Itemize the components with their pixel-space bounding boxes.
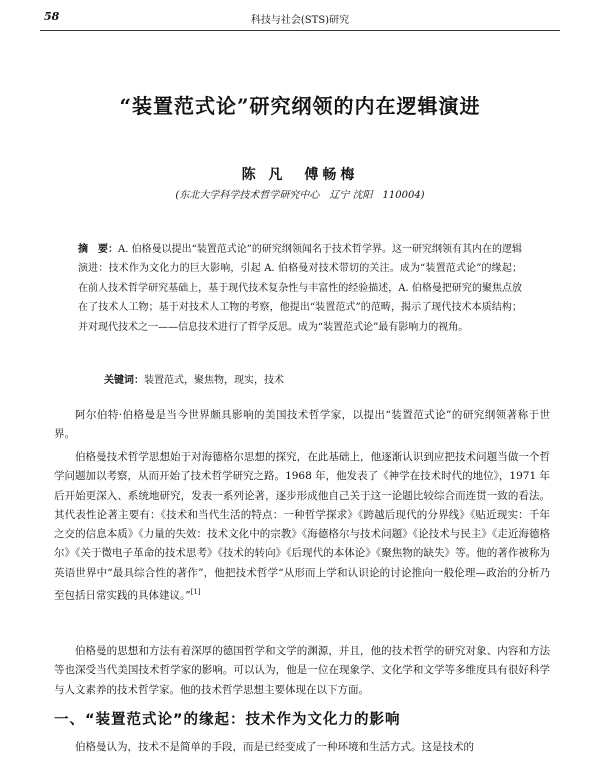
keywords-text: 装置范式，聚焦物，现实，技术 — [144, 375, 284, 386]
body-paragraph-3 — [54, 642, 550, 700]
paragraph-text: 伯格曼的思想和方法有着深厚的德国哲学和文学的渊源，并且，他的技术哲学的研究对象、内容和方法等也深受当代美国技术哲学家的影响。可以认为，他是一位在现象学、文化学和文学等多维度具有很好科学与人文素养的技术哲学家。他的技术哲学思想主要体现在以下方面。 — [54, 645, 550, 696]
body-paragraph-4 — [54, 738, 550, 757]
reference-marker: [1] — [190, 588, 201, 597]
body-paragraph-2 — [54, 448, 550, 606]
body-paragraph-1 — [54, 406, 550, 445]
page-header — [40, 10, 560, 28]
keywords-block — [104, 373, 522, 389]
abstract-block — [78, 240, 522, 337]
paragraph-2-text: 伯格曼技术哲学思想始于对海德格尔思想的探究，在此基础上，他逐渐认识到应把技术问题当做一个哲学问题加以考察，从而开始了技术哲学研究之路。1968 年，他发表了《神学在技术时代的地位》，1971 年后开始更深入、系统地研究，发表一系列论著，逐步形成他自己关于这一论题比较综合而连贯一致的看法。其代表性论著主要有：《技术和当代生活的特点：一种哲学探求》《跨越后现代的分界线》《贴近现实：千年之交的信息本质》《力量的失效：技术文化中的宗教》《海德格尔与技术问题》《论技术与民主》《走近海德格尔》《关于微电子革命的技术思考》《技术的转向》《后现代的本体论》《聚焦物的缺失》等。他的著作被称为英语世界中“最具综合性的著作”，他把技术哲学“从形而上学和认识论的讨论推向一般伦理—政治的分析乃至包括日常实践的具体建议。” — [54, 451, 550, 602]
abstract-text: A. 伯格曼以提出“装置范式论”的研究纲领闻名于技术哲学界。这一研究纲领有其内在的逻辑演进：技术作为文化力的巨大影响，引起 A. 伯格曼对技术带切的关注。成为“装置范式论”的缘起；在前人技术哲学研究基础上，基于现代技术复杂性与丰富性的经验描述，A. 伯格曼把研究的聚焦点放在了技术人工物；基于对技术人工物的考察，他提出“装置范式”的范畴，揭示了现代技术本质结构；并对现代技术之一——信息技术进行了哲学反思。成为“装置范式论”最有影响力的视角。 — [78, 244, 523, 333]
header-divider — [40, 30, 560, 31]
article-authors: 陈 凡 傅畅梅 — [241, 167, 359, 183]
paragraph-text: 伯格曼认为，技术不是简单的手段，而是已经变成了一种环境和生活方式。这是技术的 — [75, 741, 474, 753]
abstract-label: 摘 要： — [78, 244, 119, 255]
journal-running-head: 科技与社会(STS)研究 — [250, 15, 350, 26]
section-heading: 一、“装置范式论”的缘起：技术作为文化力的影响 — [54, 712, 401, 728]
article-title: “装置范式论”研究纲领的内在逻辑演进 — [119, 94, 481, 118]
keywords-label: 关键词： — [104, 375, 144, 386]
page-number: 58 — [44, 10, 60, 23]
author-affiliation: (东北大学科学技术哲学研究中心 辽宁 沈阳 110004) — [175, 190, 425, 201]
paragraph-text: 阿尔伯特·伯格曼是当今世界颇具影响的美国技术哲学家，以提出“装置范式论”的研究纲领著称于世界。 — [54, 409, 550, 441]
paragraph-text — [54, 448, 550, 606]
